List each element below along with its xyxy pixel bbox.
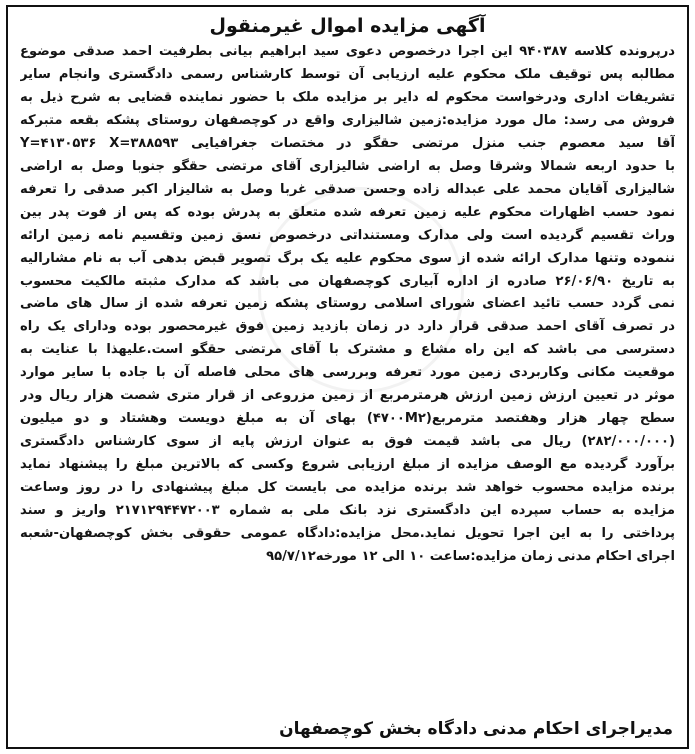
body-line: برنده مزایده محسوب خواهد شد برنده مزایده می بایست کل مبلغ پیشنهادی را در روز وساعت [20,480,675,496]
body-line: با حدود اربعه شمالا وشرقا وصل به اراضی شالیزاری آقای مرتضی حقگو جنوبا وصل به اراضی [20,158,675,174]
body-line: موثر در تعیین ارزش زمین ارزش هرمترمربع از زمین مزروعی از قرار متری شصت هزار ریال ودر [20,388,675,404]
body-line: پرداختی را به این اجرا تحویل نماید.محل مزایده:دادگاه عمومی حقوقی بخش کوچصفهان-شعبه [20,526,675,542]
body-line: آقا سید معصوم جنب منزل مرتضی حقگو در مختصات جغرافیایی Y=۴۱۳۰۵۳۶ X=۳۸۸۵۹۳ [20,135,675,151]
body-line: ننموده وتنها مدارک ارائه شده از سوی محکوم علیه یک برگ تصویر قبض بدهی آب به نام مشارالیه [20,250,675,266]
body-line: به تاریخ ۲۶/۰۶/۹۰ صادره از اداره آبیاری کوچصفهان می باشد که مدارک مثبته مالکیت محسوب [20,273,675,289]
body-line: وراث تقسیم گردیده است ولی مدارک ومستنداتی درخصوص نسق زمین وتقسیم نامه زمین ارائه [20,227,675,243]
body-line: مطالبه پس توقیف ملک محکوم علیه ارزیابی آن توسط کارشناس رسمی دادگستری وانجام سایر [20,66,675,82]
body-line: شالیزاری آقایان محمد علی عبداله زاده وحسن صدقی غربا وصل به شالیزار اکبر صدقی را تعرفه [20,181,675,197]
body-line: نمود حسب اظهارات محکوم علیه زمین تعرفه شده متعلق به پدرش بوده که پس از فوت پدر بین [20,204,675,220]
body-line: سطح چهار هزار وهفتصد مترمربع(۴۷۰۰M۲) بهای آن به مبلغ دویست وهشتاد و دو میلیون [20,411,675,427]
body-line: تشریفات اداری ودرخواست محکوم له دایر بر مزایده ملک با حضور نماینده قضایی به شرح ذیل به [20,89,675,105]
notice-title: آگهی مزایده اموال غیرمنقول [209,15,486,37]
signature: مدیراجرای احکام مدنی دادگاه بخش کوچصفهان [279,719,673,739]
body-line: برآورد گردیده مع الوصف مزایده از مبلغ ارزیابی شروع وکسی که بالاترین مبلغ را پیشنهاد نماید [20,457,675,473]
body-line: درپرونده کلاسه ۹۴۰۳۸۷ این اجرا درخصوص دعوی سید ابراهیم بیانی بطرفیت احمد صدقی موضوع [20,44,675,59]
body-line: فروش می رسد: مال مورد مزایده:زمین شالیزاری واقع در کوچصفهان روستای پشکه بقعه متبرکه [20,112,675,128]
body-line: اجرای احکام مدنی زمان مزایده:ساعت ۱۰ الی ۱۲ مورخه۹۵/۷/۱۲ [266,548,675,564]
auction-notice [6,5,689,749]
body-line: مزایده به حساب سپرده این دادگستری نزد بانک ملی به شماره ۲۱۷۱۲۹۴۴۷۲۰۰۳ واریز و سند [20,503,675,519]
body-line: در تصرف آقای احمد صدقی قرار دارد در زمان بازدید زمین فوق غیرمحصور بوده ودارای یک راه [20,319,675,335]
notice-body [20,41,675,569]
body-line: (۲۸۲/۰۰۰/۰۰۰) ریال می باشد قیمت فوق به عنوان ارزش پایه از سوی کارشناس دادگستری [20,434,675,450]
body-line: موقعیت مکانی وکاربردی زمین مورد تعرفه وبررسی های محلی فاصله آن با جاده با سایر موارد [20,365,675,381]
body-line: نمی گردد حسب تائید اعضای شورای اسلامی روستای پشکه زمین تعرفه شده از سال های ماضی [20,296,675,312]
body-line: دسترسی می باشد که این راه مشاع و مشترک با آقای مرتضی حقگو است.علیهذا با عنایت به [20,342,675,358]
